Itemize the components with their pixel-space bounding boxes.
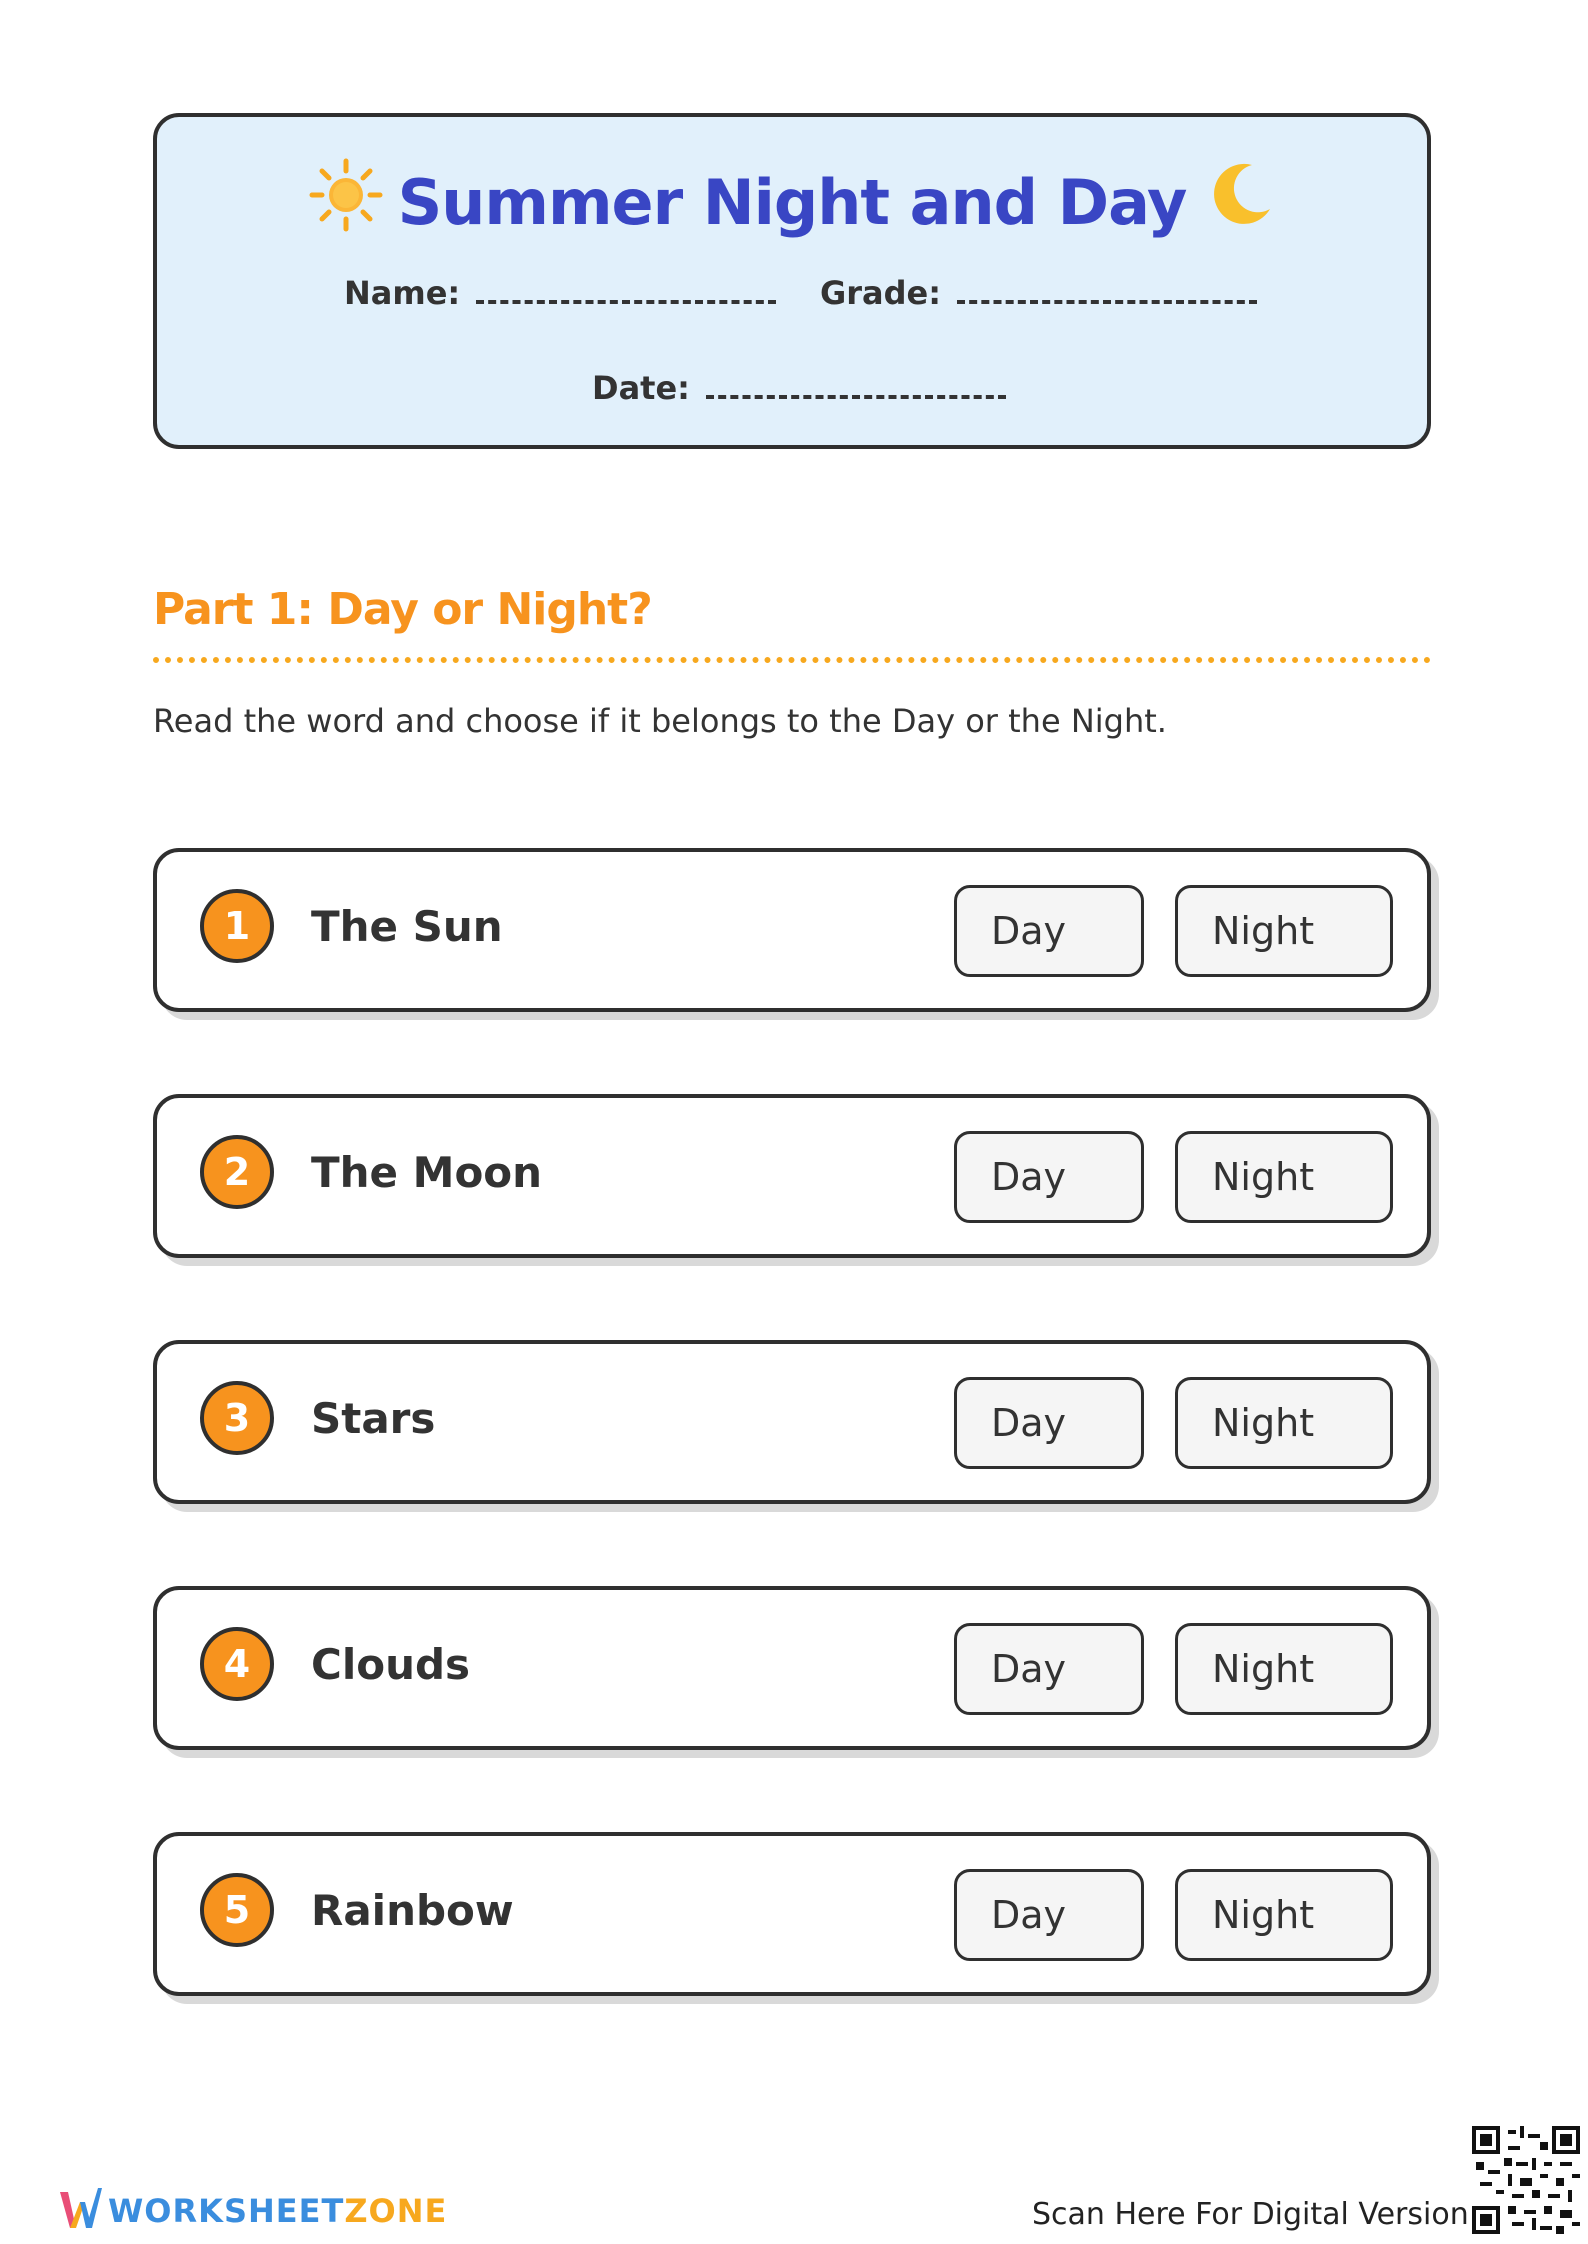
day-option-button[interactable]: Day bbox=[954, 1869, 1144, 1961]
question-text: Stars bbox=[311, 1394, 436, 1443]
question-number-badge: 5 bbox=[200, 1873, 274, 1947]
part-divider bbox=[153, 657, 1431, 663]
question-number-badge: 1 bbox=[200, 889, 274, 963]
date-blank[interactable] bbox=[706, 367, 1006, 399]
night-option-button[interactable]: Night bbox=[1175, 1131, 1393, 1223]
logo-text bbox=[108, 2192, 447, 2230]
scan-text: Scan Here For Digital Version bbox=[1032, 2197, 1469, 2232]
instructions: Read the word and choose if it belongs to the Day or the Night. bbox=[153, 702, 1167, 740]
question-card bbox=[153, 1340, 1431, 1504]
question-text: The Sun bbox=[311, 902, 503, 951]
question-card bbox=[153, 1832, 1431, 1996]
title-row bbox=[157, 157, 1427, 248]
question-text: The Moon bbox=[311, 1148, 543, 1197]
question-number-badge: 2 bbox=[200, 1135, 274, 1209]
day-option-button[interactable]: Day bbox=[954, 885, 1144, 977]
question-card bbox=[153, 1586, 1431, 1750]
page-title: Summer Night and Day bbox=[397, 166, 1187, 239]
moon-icon bbox=[1200, 157, 1276, 248]
night-option-button[interactable]: Night bbox=[1175, 885, 1393, 977]
question-card bbox=[153, 1094, 1431, 1258]
name-blank[interactable] bbox=[476, 272, 776, 304]
part-title: Part 1: Day or Night? bbox=[153, 584, 652, 635]
grade-blank[interactable] bbox=[957, 272, 1257, 304]
name-field[interactable] bbox=[344, 272, 776, 312]
night-option-button[interactable]: Night bbox=[1175, 1869, 1393, 1961]
logo-text-accent: ZONE bbox=[344, 2192, 448, 2230]
name-label: Name: bbox=[344, 274, 461, 312]
header-box bbox=[153, 113, 1431, 449]
question-number-badge: 4 bbox=[200, 1627, 274, 1701]
day-option-button[interactable]: Day bbox=[954, 1623, 1144, 1715]
qr-code-icon[interactable] bbox=[1472, 2126, 1580, 2234]
question-text: Clouds bbox=[311, 1640, 471, 1689]
date-field[interactable] bbox=[592, 367, 1006, 407]
w-logo-icon bbox=[58, 2184, 102, 2236]
day-option-button[interactable]: Day bbox=[954, 1377, 1144, 1469]
date-label: Date: bbox=[592, 369, 690, 407]
night-option-button[interactable]: Night bbox=[1175, 1377, 1393, 1469]
question-number-badge: 3 bbox=[200, 1381, 274, 1455]
day-option-button[interactable]: Day bbox=[954, 1131, 1144, 1223]
logo-text-main: WORKSHEET bbox=[108, 2192, 345, 2230]
question-card bbox=[153, 848, 1431, 1012]
sun-icon bbox=[308, 157, 384, 248]
night-option-button[interactable]: Night bbox=[1175, 1623, 1393, 1715]
question-text: Rainbow bbox=[311, 1886, 514, 1935]
grade-label: Grade: bbox=[820, 274, 942, 312]
grade-field[interactable] bbox=[820, 272, 1257, 312]
